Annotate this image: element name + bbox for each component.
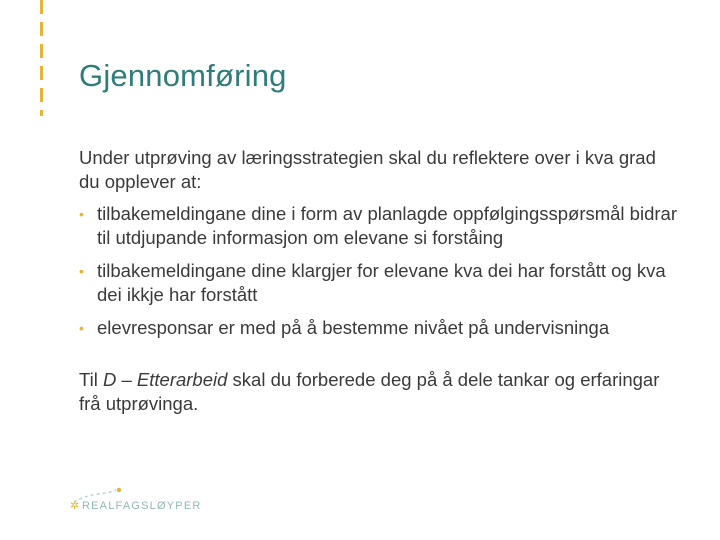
gear-icon: ✲ [70,500,80,512]
outro-suffix: skal du forberede deg på å dele tankar og erfaringar frå utprøvinga. [79,369,660,414]
logo-text: REALFAGSLØYPER [82,500,202,512]
intro-text: Under utprøving av læringsstrategien skal du reflektere over i kva grad du opplever at: [79,147,656,192]
bullet-text: elevresponsar er med på å bestemme nivået på undervisninga [97,317,610,338]
accent-bar [40,0,43,116]
outro-italic: D – Etterarbeid [102,369,228,390]
bullet-dot-icon: • [79,320,84,336]
bullet-text: tilbakemeldingane dine i form av planlagde oppfølgingsspørsmål bidrar til utdjupande informasjon om elevane si forståing [97,203,677,248]
bullet-item [79,259,679,307]
outro-prefix: Til [79,369,103,390]
bullet-item [79,316,679,340]
bullet-list [79,202,679,340]
bullet-item [79,202,679,250]
outro-text [79,368,679,416]
slide-title: Gjennomføring [79,58,287,93]
bullet-text: tilbakemeldingane dine klargjer for elevane kva dei har forstått og kva dei ikkje har forstått [97,260,666,305]
bullet-dot-icon: • [79,263,84,279]
realfagsloyper-logo [70,486,200,526]
bullet-dot-icon: • [79,206,84,222]
slide-content [79,146,679,416]
